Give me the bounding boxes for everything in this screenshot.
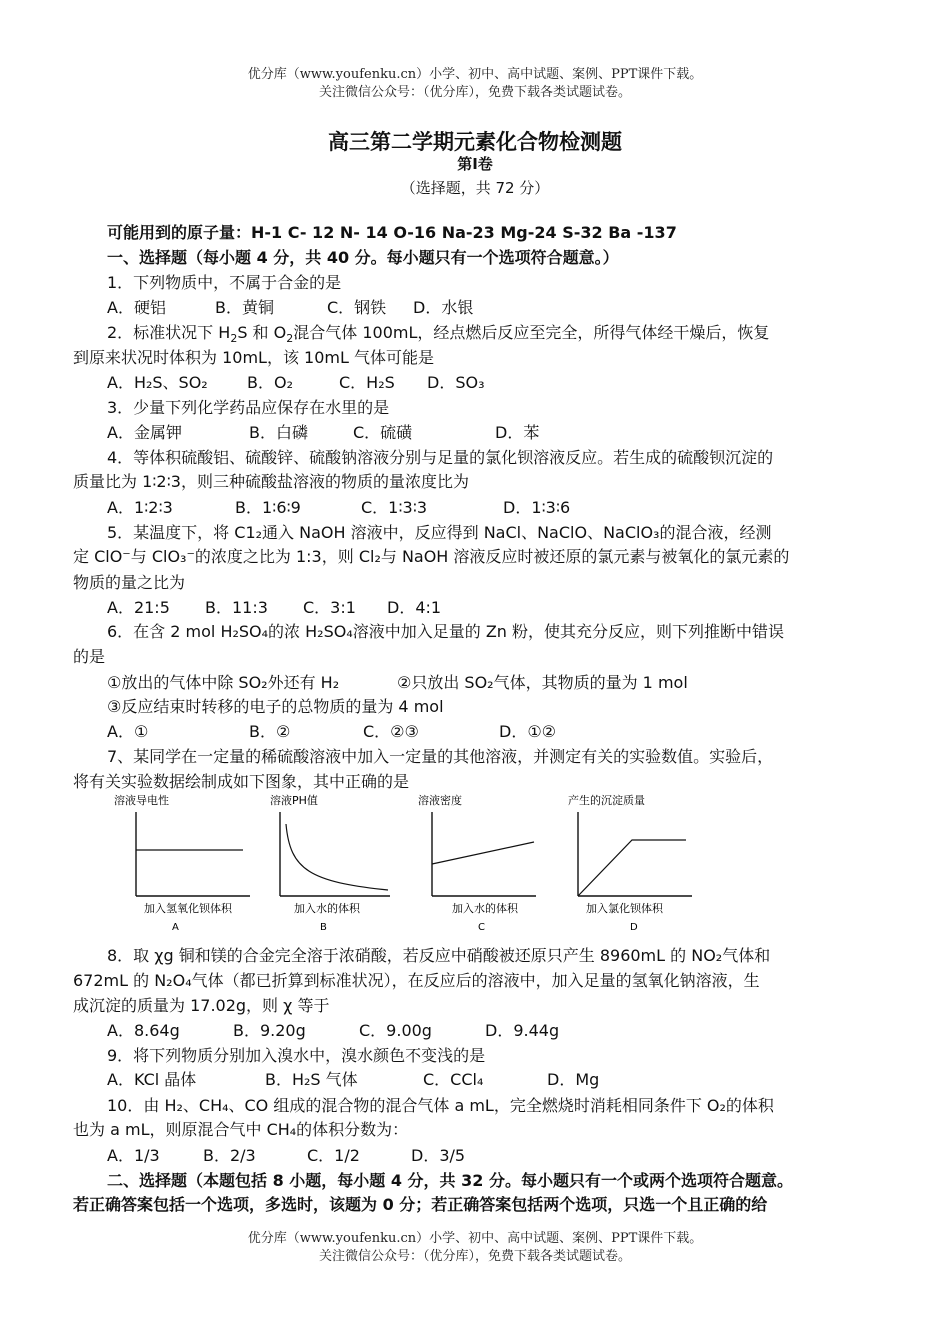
q9-option-d: D．Mg <box>547 1070 600 1089</box>
graph-b-curve <box>286 824 388 890</box>
graph-b-letter: B <box>320 922 327 933</box>
graph-a-letter: A <box>172 922 179 933</box>
q5-line-3: 物质的量之比为 <box>73 573 186 592</box>
q4-line-2: 质量比为 1∶2∶3，则三种硫酸盐溶液的物质的量浓度比为 <box>73 472 469 491</box>
q8-line-2: 672mL 的 N₂O₄气体（都已折算到标准状况），在反应后的溶液中，加入足量的氢氧化钠溶液，生 <box>73 971 760 990</box>
q10-options <box>107 1145 465 1167</box>
graph-d-letter: D <box>630 922 638 933</box>
q5-option-a: A．21:5 <box>107 598 170 617</box>
q10-option-a: A．1/3 <box>107 1146 160 1165</box>
q2-line-2: 到原来状况时体积为 10mL，该 10mL 气体可能是 <box>73 348 434 367</box>
q8-line-1: 8．取 χg 铜和镁的合金完全溶于浓硝酸，若反应中硝酸被还原只产生 8960mL 的 NO₂气体和 <box>107 946 771 965</box>
q6-line-1: 6．在含 2 mol H₂SO₄的浓 H₂SO₄溶液中加入足量的 Zn 粉，使其充分反应，则下列推断中错误 <box>107 622 785 641</box>
q6-statement-2: ②只放出 SO₂气体，其物质的量为 1 mol <box>397 673 688 692</box>
q8-option-d: D．9.44g <box>485 1021 560 1040</box>
q3-stem: 3．少量下列化学药品应保存在水里的是 <box>107 398 390 417</box>
volume-note: （选择题，共 72 分） <box>400 179 550 197</box>
q3-option-d: D．苯 <box>495 423 540 442</box>
q8-options <box>107 1020 559 1042</box>
q5-option-c: C．3:1 <box>303 598 356 617</box>
q2-option-d: D．SO₃ <box>427 373 485 392</box>
graph-a <box>114 793 250 933</box>
graph-c <box>418 793 536 933</box>
footer-line-2: 关注微信公众号：（优分库），免费下载各类试题试卷。 <box>318 1249 631 1264</box>
q4-option-c: C．1∶3∶3 <box>361 498 428 517</box>
q6-option-d: D．①② <box>499 722 557 741</box>
q5-options <box>107 597 441 619</box>
q9-option-a: A．KCl 晶体 <box>107 1070 197 1089</box>
q4-option-a: A．1∶2∶3 <box>107 498 173 517</box>
q3-option-a: A．金属钾 <box>107 423 182 442</box>
header-line-1: 优分库（www.youfenku.cn）小学、初中、高中试题、案例、PPT课件下载。 <box>247 67 703 82</box>
q4-option-b: B．1∶6∶9 <box>235 498 301 517</box>
q10-line-1: 10．由 H₂、CH₄、CO 组成的混合物的混合气体 a mL，完全燃烧时消耗相同条件下 O₂的体积 <box>107 1096 774 1115</box>
graph-c-ylabel: 溶液密度 <box>418 794 462 807</box>
header-line-2: 关注微信公众号：（优分库），免费下载各类试题试卷。 <box>318 85 631 100</box>
q10-option-b: B．2/3 <box>203 1146 256 1165</box>
q3-options <box>107 422 539 444</box>
q10-option-c: C．1/2 <box>307 1146 360 1165</box>
q6-statement-3: ③反应结束时转移的电子的总物质的量为 4 mol <box>107 697 444 716</box>
q7-line-1: 7、某同学在一定量的稀硫酸溶液中加入一定量的其他溶液，并测定有关的实验数值。实验后， <box>107 747 774 766</box>
graph-b-ylabel: 溶液PH值 <box>270 794 318 807</box>
graph-d-ylabel: 产生的沉淀质量 <box>568 794 645 807</box>
q5-line-2: 定 ClO⁻与 ClO₃⁻的浓度之比为 1:3，则 Cl₂与 NaOH 溶液反应时被还原的氯元素与被氧化的氯元素的 <box>73 547 790 566</box>
graph-a-xlabel: 加入氢氧化钡体积 <box>144 902 232 915</box>
q5-option-d: D．4:1 <box>387 598 442 617</box>
q8-option-a: A．8.64g <box>107 1021 180 1040</box>
q2-option-c: C．H₂S <box>339 373 395 392</box>
q6-option-c: C．②③ <box>363 722 419 741</box>
q4-line-1: 4．等体积硫酸铝、硫酸锌、硫酸钠溶液分别与足量的氯化钡溶液反应。若生成的硫酸钡沉淀的 <box>107 448 774 467</box>
q8-line-3: 成沉淀的质量为 17.02g，则 χ 等于 <box>73 996 330 1015</box>
section-1-heading: 一、选择题（每小题 4 分，共 40 分。每小题只有一个选项符合题意。） <box>107 248 619 267</box>
q6-option-b: B．② <box>249 722 291 741</box>
page-title: 高三第二学期元素化合物检测题 <box>328 130 622 154</box>
q4-options <box>107 497 570 519</box>
q2-option-a: A．H₂S、SO₂ <box>107 373 208 392</box>
graph-a-ylabel: 溶液导电性 <box>114 794 169 807</box>
q6-line-2: 的是 <box>73 647 106 666</box>
q6-statement-1: ①放出的气体中除 SO₂外还有 H₂ <box>107 673 340 692</box>
graph-b <box>270 793 390 933</box>
graph-c-curve <box>432 842 534 864</box>
q1-option-a: A．硬铝 <box>107 298 166 317</box>
q1-stem: 1．下列物质中，不属于合金的是 <box>107 273 342 292</box>
q1-option-c: C．钢铁 <box>327 298 387 317</box>
q2-line-1: 2．标准状况下 $H_2S$ 和 $O_2$混合气体 100mL，经点燃后反应至完全，所得气体经干燥后，恢复 <box>107 323 770 346</box>
q10-option-d: D．3/5 <box>411 1146 466 1165</box>
q9-options <box>107 1069 599 1091</box>
q2-options <box>107 372 485 394</box>
graph-d <box>568 793 692 933</box>
q2-option-b: B．O₂ <box>247 373 293 392</box>
q9-option-c: C．CCl₄ <box>423 1070 484 1089</box>
q7-line-2: 将有关实验数据绘制成如下图象，其中正确的是 <box>73 772 410 791</box>
q4-option-d: D．1∶3∶6 <box>503 498 571 517</box>
q6-statements-1-2 <box>107 672 688 694</box>
q3-option-c: C．硫磺 <box>353 423 413 442</box>
q8-option-b: B．9.20g <box>233 1021 306 1040</box>
q8-option-c: C．9.00g <box>359 1021 432 1040</box>
graph-b-xlabel: 加入水的体积 <box>294 902 360 915</box>
graph-d-curve <box>578 840 686 896</box>
q5-option-b: B．11:3 <box>205 598 268 617</box>
q10-line-2: 也为 a mL，则原混合气中 CH₄的体积分数为： <box>73 1120 409 1139</box>
q7-graphs <box>100 790 720 940</box>
q1-options <box>107 297 473 319</box>
volume-label: 第Ⅰ卷 <box>457 155 493 173</box>
graph-c-letter: C <box>478 922 485 933</box>
q5-line-1: 5．某温度下，将 C1₂通入 NaOH 溶液中，反应得到 NaCl、NaClO、NaClO₃的混合液，经测 <box>107 523 772 542</box>
q3-option-b: B．白磷 <box>249 423 308 442</box>
section-2-line-2: 若正确答案包括一个选项，多选时，该题为 0 分；若正确答案包括两个选项，只选一个且正确的给 <box>73 1195 768 1214</box>
graph-c-xlabel: 加入水的体积 <box>452 902 518 915</box>
q1-option-b: B．黄铜 <box>215 298 274 317</box>
q1-option-d: D．水银 <box>413 298 474 317</box>
q9-option-b: B．H₂S 气体 <box>265 1070 358 1089</box>
section-2-line-1: 二、选择题（本题包括 8 小题，每小题 4 分，共 32 分。每小题只有一个或两个选项符合题意。 <box>107 1171 793 1190</box>
q9-stem: 9．将下列物质分别加入溴水中，溴水颜色不变浅的是 <box>107 1046 486 1065</box>
graph-d-xlabel: 加入氯化钡体积 <box>586 902 663 915</box>
q6-options <box>107 721 556 743</box>
atomic-masses: 可能用到的原子量：H-1 C- 12 N- 14 O-16 Na-23 Mg-24 S-32 Ba -137 <box>107 223 677 242</box>
footer-line-1: 优分库（www.youfenku.cn）小学、初中、高中试题、案例、PPT课件下载。 <box>247 1231 703 1246</box>
q6-option-a: A．① <box>107 722 149 741</box>
